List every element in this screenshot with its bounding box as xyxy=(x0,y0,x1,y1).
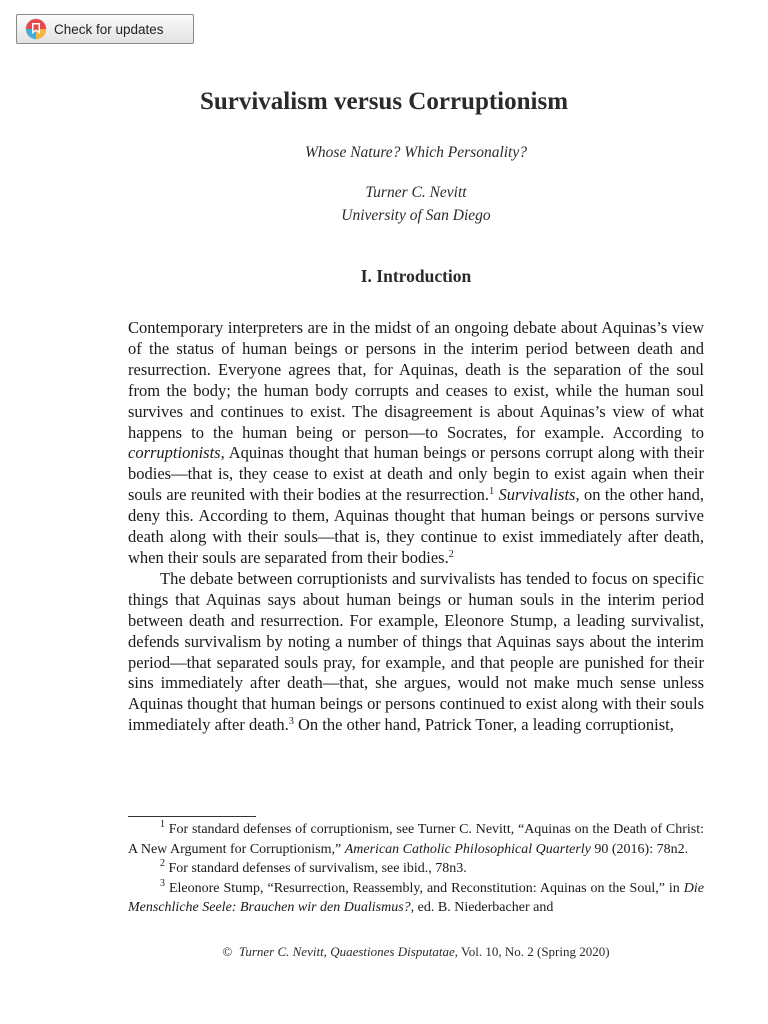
footnotes xyxy=(128,820,704,918)
article-title: Survivalism versus Corruptionism xyxy=(199,88,569,115)
crossmark-bookmark-icon xyxy=(25,18,47,40)
check-for-updates-button[interactable] xyxy=(16,14,194,44)
footnote: $^3$ Eleonore Stump, “Resurrection, Reassembly, and Reconstitution: Aquinas on the Soul,” in Die Menschliche Seele: Brauchen wir den Dualismus?, ed. B. Niederbacher and xyxy=(128,877,704,915)
paragraph: Contemporary interpreters are in the midst of an ongoing debate about Aquinas’s view of the status of human beings or persons in the interim period between death and resurrection. Everyone agrees that, for Aquinas, death is the separation of the soul from the body; the human body corrupts and ceases to exist, while the human soul survives and continues to exist. The disagreement is about Aquinas’s view of what happens to the human being or person—to Socrates, for example. According to corruptionists, Aquinas thought that human beings or persons corrupt along with their bodies—that is, they cease to exist at death and only begin to exist again when their souls are reunited with their bodies at the resurrection.$^1$ Survivalists, on the other hand, deny this. According to them, Aquinas thought that human beings or persons survive death along with their souls—that is, they continue to exist immediately after death, when their souls are separated from their bodies.$^2$ xyxy=(128,318,705,567)
footnote: $^1$ For standard defenses of corruptionism, see Turner C. Nevitt, “Aquinas on the Death of Christ: A New Argument for Corruptionism,” American Catholic Philosophical Quarterly 90 (2016): 78n2. xyxy=(128,819,704,857)
footnote-ref[interactable]: 2 xyxy=(448,548,454,560)
footnote: $^2$ For standard defenses of survivalism, see ibid., 78n3. xyxy=(160,858,467,876)
author-affiliation: University of San Diego xyxy=(341,207,491,224)
emphasis-term: Survivalists xyxy=(498,485,576,505)
body-text xyxy=(128,318,704,736)
footnote-ref[interactable]: 3 xyxy=(288,716,294,728)
footnote-divider xyxy=(128,816,256,817)
section-heading: I. Introduction xyxy=(360,266,472,286)
copyright-symbol: © xyxy=(222,944,233,959)
emphasis-term: corruptionists xyxy=(128,443,221,463)
copyright-footer: © Turner C. Nevitt, Quaestiones Disputatae, Vol. 10, No. 2 (Spring 2020) xyxy=(222,944,610,959)
article-subtitle: Whose Nature? Which Personality? xyxy=(305,144,527,161)
footnote-ref[interactable]: 1 xyxy=(489,486,495,498)
check-for-updates-label: Check for updates xyxy=(54,21,164,37)
paragraph: The debate between corruptionists and survivalists has tended to focus on specific things that Aquinas says about human beings or human souls in the interim period between death and resurrection. For example, Eleonore Stump, a leading survivalist, defends survivalism by noting a number of things that Aquinas says about the interim period—that separated souls pray, for example, and that people are punished for their sins immediately after death—that, she argues, would not make much sense unless Aquinas thought that human beings or persons continued to exist along with their souls immediately after death.$^3$ On the other hand, Patrick Toner, a leading corruptionist, xyxy=(128,568,704,735)
author-name: Turner C. Nevitt xyxy=(365,184,467,201)
